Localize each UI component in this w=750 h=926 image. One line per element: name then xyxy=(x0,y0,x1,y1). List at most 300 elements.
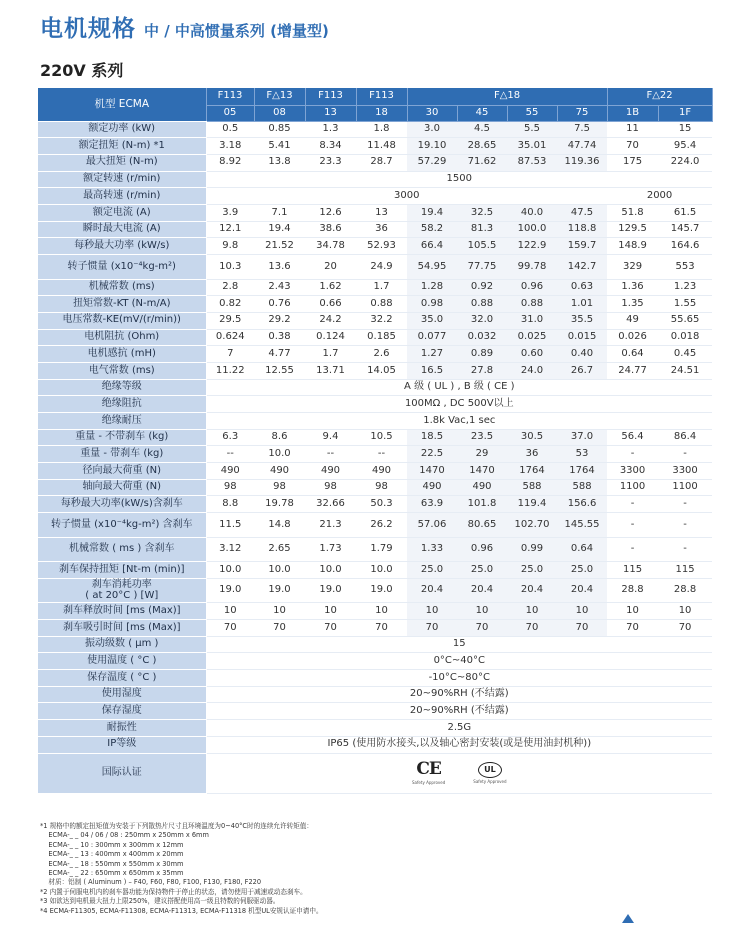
spec-value-cell: 10.5 xyxy=(356,429,407,446)
spec-value-cell: 70 xyxy=(356,620,407,637)
series-heading: 220V 系列 xyxy=(40,61,124,80)
spec-row-label: 瞬时最大电流 (A) xyxy=(38,221,206,238)
spec-value-cell: 18.5 xyxy=(407,429,457,446)
spec-value-cell: 32.5 xyxy=(457,204,507,221)
spec-value-cell: 40.0 xyxy=(507,204,557,221)
spec-value-cell: 1.36 xyxy=(607,279,658,296)
spec-value-cell: 86.4 xyxy=(658,429,712,446)
footnote-line: ECMA-_ _ 22 : 650mm x 650mm x 35mm xyxy=(40,869,184,878)
spec-value-cell: 0.026 xyxy=(607,329,658,346)
spec-value-cell: 47.74 xyxy=(557,138,607,155)
spec-row xyxy=(38,479,712,496)
certification-marks xyxy=(207,758,713,785)
spec-value-cell: 164.6 xyxy=(658,238,712,255)
spec-row xyxy=(38,171,712,188)
spec-value-cell: 7.5 xyxy=(557,121,607,138)
certification-label: 国际认证 xyxy=(38,753,206,793)
frame-header-cell: F113 xyxy=(356,88,407,105)
spec-value-cell: 11.5 xyxy=(206,513,254,538)
model-code-cell: 55 xyxy=(507,105,557,121)
spec-span-cell: 2000 xyxy=(607,188,712,205)
spec-value-cell: 0.032 xyxy=(457,329,507,346)
spec-value-cell: 553 xyxy=(658,255,712,280)
spec-row-label: 电压常数-KE(mV/(r/min)) xyxy=(38,312,206,329)
spec-span-cell: 1500 xyxy=(206,171,712,188)
spec-value-cell: 13.6 xyxy=(254,255,305,280)
spec-row-label: 绝缘等级 xyxy=(38,379,206,396)
spec-span-cell: -10°C~80°C xyxy=(206,670,712,687)
spec-row xyxy=(38,620,712,637)
spec-row-label: 轴向最大荷重 (N) xyxy=(38,479,206,496)
spec-value-cell: 38.6 xyxy=(305,221,356,238)
spec-value-cell: 25.0 xyxy=(557,562,607,579)
spec-value-cell: 0.40 xyxy=(557,346,607,363)
spec-row xyxy=(38,379,712,396)
spec-row xyxy=(38,204,712,221)
spec-value-cell: 32.0 xyxy=(457,312,507,329)
spec-value-cell: 0.124 xyxy=(305,329,356,346)
spec-value-cell: 5.5 xyxy=(507,121,557,138)
spec-value-cell: 1.62 xyxy=(305,279,356,296)
spec-value-cell: 1.79 xyxy=(356,537,407,562)
model-code-cell: 1B xyxy=(607,105,658,121)
spec-value-cell: 21.3 xyxy=(305,513,356,538)
spec-value-cell: 4.77 xyxy=(254,346,305,363)
spec-value-cell: 1470 xyxy=(407,463,457,480)
spec-value-cell: 0.38 xyxy=(254,329,305,346)
spec-value-cell: 15 xyxy=(658,121,712,138)
spec-value-cell: 98 xyxy=(305,479,356,496)
spec-value-cell: 19.0 xyxy=(305,578,356,603)
spec-value-cell: 19.10 xyxy=(407,138,457,155)
model-code-cell: 75 xyxy=(557,105,607,121)
spec-value-cell: 490 xyxy=(305,463,356,480)
spec-value-cell: 20.4 xyxy=(407,578,457,603)
spec-value-cell: 57.29 xyxy=(407,154,457,171)
spec-value-cell: 98 xyxy=(356,479,407,496)
spec-row xyxy=(38,653,712,670)
spec-row xyxy=(38,138,712,155)
spec-value-cell: 490 xyxy=(356,463,407,480)
spec-value-cell: 19.4 xyxy=(407,204,457,221)
spec-value-cell: 3.18 xyxy=(206,138,254,155)
spec-value-cell: 57.06 xyxy=(407,513,457,538)
spec-value-cell: 490 xyxy=(254,463,305,480)
spec-value-cell: 13.71 xyxy=(305,362,356,379)
spec-value-cell: 0.624 xyxy=(206,329,254,346)
spec-value-cell: 54.95 xyxy=(407,255,457,280)
spec-value-cell: 115 xyxy=(607,562,658,579)
spec-span-cell: 20~90%RH (不结露) xyxy=(206,686,712,703)
spec-span-cell: 15 xyxy=(206,636,712,653)
spec-value-cell: 35.5 xyxy=(557,312,607,329)
spec-row-label: 额定转速 (r/min) xyxy=(38,171,206,188)
spec-value-cell: 10 xyxy=(206,603,254,620)
spec-value-cell: 24.2 xyxy=(305,312,356,329)
frame-header-cell: F△22 xyxy=(607,88,712,105)
certification-row xyxy=(38,753,712,793)
spec-value-cell: 51.8 xyxy=(607,204,658,221)
spec-row xyxy=(38,537,712,562)
spec-value-cell: 70 xyxy=(305,620,356,637)
spec-value-cell: -- xyxy=(305,446,356,463)
spec-value-cell: 11.48 xyxy=(356,138,407,155)
frame-header-cell: F113 xyxy=(206,88,254,105)
spec-value-cell: 70 xyxy=(557,620,607,637)
spec-value-cell: 26.2 xyxy=(356,513,407,538)
spec-value-cell: 53 xyxy=(557,446,607,463)
spec-row xyxy=(38,188,712,205)
spec-value-cell: 29.5 xyxy=(206,312,254,329)
spec-value-cell: 13 xyxy=(356,204,407,221)
footnote-line: *3 如欲达到电机最大扭力上限250%，建议搭配使用高一级且特数的伺服驱动器。 xyxy=(40,897,280,906)
spec-value-cell: 25.0 xyxy=(407,562,457,579)
spec-value-cell: 101.8 xyxy=(457,496,507,513)
spec-value-cell: 145.55 xyxy=(557,513,607,538)
spec-row xyxy=(38,154,712,171)
spec-row-label: 刹车消耗功率 ( at 20°C ) [W] xyxy=(38,578,206,603)
spec-value-cell: 34.78 xyxy=(305,238,356,255)
spec-value-cell: 95.4 xyxy=(658,138,712,155)
spec-value-cell: 70 xyxy=(607,620,658,637)
spec-value-cell: 32.2 xyxy=(356,312,407,329)
frame-header-cell: F△18 xyxy=(407,88,607,105)
spec-value-cell: 3.12 xyxy=(206,537,254,562)
spec-row xyxy=(38,496,712,513)
page-title: 电机规格 xyxy=(40,16,136,42)
spec-value-cell: 0.64 xyxy=(607,346,658,363)
spec-value-cell: 37.0 xyxy=(557,429,607,446)
spec-value-cell: 10 xyxy=(658,603,712,620)
spec-value-cell: 1.35 xyxy=(607,296,658,313)
spec-row-label: 电气常数 (ms) xyxy=(38,362,206,379)
spec-value-cell: 19.78 xyxy=(254,496,305,513)
spec-value-cell: 490 xyxy=(457,479,507,496)
spec-span-cell: A 级 ( UL ) , B 级 ( CE ) xyxy=(206,379,712,396)
spec-value-cell: 1.23 xyxy=(658,279,712,296)
spec-value-cell: 588 xyxy=(557,479,607,496)
spec-value-cell: 30.5 xyxy=(507,429,557,446)
spec-value-cell: 35.0 xyxy=(407,312,457,329)
spec-value-cell: 1.7 xyxy=(356,279,407,296)
spec-value-cell: 20.4 xyxy=(457,578,507,603)
spec-row-label: 重量 - 不带刹车 (kg) xyxy=(38,429,206,446)
spec-value-cell: 28.7 xyxy=(356,154,407,171)
spec-value-cell: 1.7 xyxy=(305,346,356,363)
ce-mark xyxy=(412,758,446,785)
spec-value-cell: 1.8 xyxy=(356,121,407,138)
spec-value-cell: 26.7 xyxy=(557,362,607,379)
spec-row xyxy=(38,296,712,313)
spec-value-cell: 1764 xyxy=(507,463,557,480)
spec-value-cell: 1.55 xyxy=(658,296,712,313)
spec-value-cell: 19.0 xyxy=(254,578,305,603)
spec-value-cell: 2.43 xyxy=(254,279,305,296)
frame-header-cell: F△13 xyxy=(254,88,305,105)
ul-mark xyxy=(473,762,506,784)
spec-value-cell: 175 xyxy=(607,154,658,171)
spec-row xyxy=(38,121,712,138)
spec-value-cell: 0.015 xyxy=(557,329,607,346)
spec-value-cell: 70 xyxy=(607,138,658,155)
spec-value-cell: 29.2 xyxy=(254,312,305,329)
spec-value-cell: 5.41 xyxy=(254,138,305,155)
ce-mark-icon: CE xyxy=(416,758,441,779)
spec-span-cell: 1.8k Vac,1 sec xyxy=(206,413,712,430)
spec-table xyxy=(38,88,713,794)
spec-value-cell: -- xyxy=(206,446,254,463)
spec-row-label: 绝缘阻抗 xyxy=(38,396,206,413)
spec-row xyxy=(38,255,712,280)
spec-value-cell: 0.018 xyxy=(658,329,712,346)
spec-value-cell: 3300 xyxy=(658,463,712,480)
spec-value-cell: 14.8 xyxy=(254,513,305,538)
spec-value-cell: 77.75 xyxy=(457,255,507,280)
spec-value-cell: 1764 xyxy=(557,463,607,480)
model-code-cell: 08 xyxy=(254,105,305,121)
spec-value-cell: 24.51 xyxy=(658,362,712,379)
spec-value-cell: 11.22 xyxy=(206,362,254,379)
spec-value-cell: 3300 xyxy=(607,463,658,480)
spec-value-cell: 61.5 xyxy=(658,204,712,221)
spec-value-cell: 47.5 xyxy=(557,204,607,221)
spec-value-cell: 56.4 xyxy=(607,429,658,446)
spec-value-cell: 2.65 xyxy=(254,537,305,562)
model-code-cell: 18 xyxy=(356,105,407,121)
spec-value-cell: 12.55 xyxy=(254,362,305,379)
spec-value-cell: 80.65 xyxy=(457,513,507,538)
spec-value-cell: 35.01 xyxy=(507,138,557,155)
spec-value-cell: 10 xyxy=(356,603,407,620)
spec-value-cell: 0.88 xyxy=(356,296,407,313)
spec-row-label: 最高转速 (r/min) xyxy=(38,188,206,205)
spec-row-label: 径向最大荷重 (N) xyxy=(38,463,206,480)
spec-value-cell: 0.5 xyxy=(206,121,254,138)
spec-value-cell: 1.01 xyxy=(557,296,607,313)
spec-value-cell: 8.92 xyxy=(206,154,254,171)
spec-value-cell: 10 xyxy=(407,603,457,620)
spec-value-cell: 31.0 xyxy=(507,312,557,329)
spec-value-cell: 1100 xyxy=(607,479,658,496)
spec-value-cell: 119.4 xyxy=(507,496,557,513)
footnotes xyxy=(40,822,700,916)
spec-value-cell: 0.185 xyxy=(356,329,407,346)
spec-row xyxy=(38,238,712,255)
spec-value-cell: 7 xyxy=(206,346,254,363)
header-row-frames xyxy=(38,88,712,105)
spec-row xyxy=(38,736,712,753)
spec-value-cell: 58.2 xyxy=(407,221,457,238)
spec-row-label: 振动级数 ( μm ) xyxy=(38,636,206,653)
spec-value-cell: 24.77 xyxy=(607,362,658,379)
spec-value-cell: 1.3 xyxy=(305,121,356,138)
spec-value-cell: 14.05 xyxy=(356,362,407,379)
spec-value-cell: 12.1 xyxy=(206,221,254,238)
spec-value-cell: 3.9 xyxy=(206,204,254,221)
spec-value-cell: 3.0 xyxy=(407,121,457,138)
spec-value-cell: 2.8 xyxy=(206,279,254,296)
spec-row-label: 转子惯量 (x10⁻⁴kg-m²) 含刹车 xyxy=(38,513,206,538)
spec-value-cell: 10 xyxy=(254,603,305,620)
spec-value-cell: 156.6 xyxy=(557,496,607,513)
spec-row xyxy=(38,603,712,620)
spec-value-cell: 2.6 xyxy=(356,346,407,363)
spec-value-cell: 70 xyxy=(457,620,507,637)
page-marker-triangle-icon xyxy=(622,914,634,923)
spec-value-cell: 81.3 xyxy=(457,221,507,238)
spec-value-cell: 23.3 xyxy=(305,154,356,171)
spec-value-cell: 490 xyxy=(206,463,254,480)
spec-row xyxy=(38,686,712,703)
spec-row-label: 转子惯量 (x10⁻⁴kg-m²) xyxy=(38,255,206,280)
spec-row xyxy=(38,396,712,413)
spec-row-label: 最大扭矩 (N-m) xyxy=(38,154,206,171)
spec-value-cell: 0.63 xyxy=(557,279,607,296)
spec-value-cell: 0.96 xyxy=(457,537,507,562)
spec-row xyxy=(38,221,712,238)
spec-value-cell: 23.5 xyxy=(457,429,507,446)
spec-value-cell: 66.4 xyxy=(407,238,457,255)
spec-value-cell: 16.5 xyxy=(407,362,457,379)
spec-value-cell: 10 xyxy=(305,603,356,620)
spec-value-cell: 7.1 xyxy=(254,204,305,221)
spec-value-cell: 10 xyxy=(607,603,658,620)
spec-value-cell: 129.5 xyxy=(607,221,658,238)
spec-row-label: 机械常数 ( ms ) 含刹车 xyxy=(38,537,206,562)
spec-value-cell: 63.9 xyxy=(407,496,457,513)
spec-value-cell: 19.0 xyxy=(356,578,407,603)
certification-marks-cell xyxy=(206,753,712,793)
spec-row-label: 电机感抗 (mH) xyxy=(38,346,206,363)
spec-row-label: 电机阻抗 (Ohm) xyxy=(38,329,206,346)
footnote-line: ECMA-_ _ 13 : 400mm x 400mm x 20mm xyxy=(40,850,184,859)
spec-value-cell: 52.93 xyxy=(356,238,407,255)
spec-value-cell: 70 xyxy=(206,620,254,637)
model-code-cell: 30 xyxy=(407,105,457,121)
spec-span-cell: 20~90%RH (不结露) xyxy=(206,703,712,720)
spec-row xyxy=(38,463,712,480)
spec-value-cell: 9.4 xyxy=(305,429,356,446)
spec-value-cell: 19.4 xyxy=(254,221,305,238)
spec-value-cell: 148.9 xyxy=(607,238,658,255)
spec-span-cell: 100MΩ , DC 500V以上 xyxy=(206,396,712,413)
spec-value-cell: 0.96 xyxy=(507,279,557,296)
spec-value-cell: 1100 xyxy=(658,479,712,496)
spec-value-cell: 70 xyxy=(407,620,457,637)
spec-value-cell: 25.0 xyxy=(457,562,507,579)
page-subtitle: 中 / 中高惯量系列 (增量型) xyxy=(144,22,329,40)
spec-row xyxy=(38,636,712,653)
spec-value-cell: 329 xyxy=(607,255,658,280)
spec-row xyxy=(38,446,712,463)
model-code-cell: 1F xyxy=(658,105,712,121)
spec-value-cell: 0.60 xyxy=(507,346,557,363)
model-code-cell: 45 xyxy=(457,105,507,121)
spec-value-cell: 21.52 xyxy=(254,238,305,255)
footnote-line: *2 内置于伺服电机内的刹车器功能为保持物件于停止的状态，请勿使用于减速或动态刹车。 xyxy=(40,887,307,896)
model-code-cell: 05 xyxy=(206,105,254,121)
spec-value-cell: 50.3 xyxy=(356,496,407,513)
spec-value-cell: 49 xyxy=(607,312,658,329)
spec-value-cell: 0.89 xyxy=(457,346,507,363)
spec-value-cell: 0.92 xyxy=(457,279,507,296)
spec-value-cell: 105.5 xyxy=(457,238,507,255)
spec-span-cell: 2.5G xyxy=(206,720,712,737)
spec-row-label: 每秒最大功率 (kW/s) xyxy=(38,238,206,255)
spec-span-cell: 0°C~40°C xyxy=(206,653,712,670)
spec-value-cell: 29 xyxy=(457,446,507,463)
spec-value-cell: - xyxy=(607,513,658,538)
spec-row-label: 刹车释放时间 [ms (Max)] xyxy=(38,603,206,620)
spec-value-cell: 0.66 xyxy=(305,296,356,313)
spec-value-cell: - xyxy=(658,446,712,463)
spec-row xyxy=(38,703,712,720)
spec-value-cell: 159.7 xyxy=(557,238,607,255)
spec-row xyxy=(38,329,712,346)
spec-value-cell: 36 xyxy=(356,221,407,238)
spec-row-label: 耐振性 xyxy=(38,720,206,737)
spec-value-cell: 8.8 xyxy=(206,496,254,513)
spec-row xyxy=(38,413,712,430)
spec-value-cell: 0.64 xyxy=(557,537,607,562)
ce-mark-caption: Safety Approved xyxy=(412,779,446,785)
spec-value-cell: 10.0 xyxy=(254,562,305,579)
spec-value-cell: - xyxy=(658,537,712,562)
spec-value-cell: 70 xyxy=(507,620,557,637)
ul-mark-caption: Safety Approved xyxy=(473,778,507,784)
spec-row-label: 重量 - 带刹车 (kg) xyxy=(38,446,206,463)
spec-value-cell: 19.0 xyxy=(206,578,254,603)
spec-row xyxy=(38,513,712,538)
spec-span-cell: IP65 (使用防水接头,以及轴心密封安装(或是使用油封机种)) xyxy=(206,736,712,753)
spec-row-label: 保存湿度 xyxy=(38,703,206,720)
spec-value-cell: 98 xyxy=(206,479,254,496)
spec-value-cell: 25.0 xyxy=(507,562,557,579)
spec-row-label: 每秒最大功率(kW/s)含刹车 xyxy=(38,496,206,513)
spec-row-label: 机械常数 (ms) xyxy=(38,279,206,296)
footnote-line: *4 ECMA-F11305, ECMA-F11308, ECMA-F11313, ECMA-F11318 机型UL安规认证申请中。 xyxy=(40,906,323,915)
spec-value-cell: 102.70 xyxy=(507,513,557,538)
spec-value-cell: 13.8 xyxy=(254,154,305,171)
spec-value-cell: 55.65 xyxy=(658,312,712,329)
spec-value-cell: 1.33 xyxy=(407,537,457,562)
spec-value-cell: 10 xyxy=(507,603,557,620)
spec-row xyxy=(38,578,712,603)
spec-row-label: 额定电流 (A) xyxy=(38,204,206,221)
footnote-line: 材质：铝制 ( Aluminum ) – F40, F60, F80, F100, F130, F180, F220 xyxy=(40,878,262,887)
spec-value-cell: 122.9 xyxy=(507,238,557,255)
spec-value-cell: 22.5 xyxy=(407,446,457,463)
model-label-cell: 机型 ECMA xyxy=(38,88,206,121)
spec-value-cell: 36 xyxy=(507,446,557,463)
footnote-line: ECMA-_ _ 10 : 300mm x 300mm x 12mm xyxy=(40,840,184,849)
frame-header-cell: F113 xyxy=(305,88,356,105)
spec-value-cell: 10 xyxy=(457,603,507,620)
spec-row xyxy=(38,362,712,379)
spec-value-cell: 87.53 xyxy=(507,154,557,171)
spec-value-cell: 9.8 xyxy=(206,238,254,255)
spec-value-cell: 0.88 xyxy=(457,296,507,313)
spec-value-cell: 20.4 xyxy=(507,578,557,603)
spec-value-cell: 28.8 xyxy=(658,578,712,603)
spec-value-cell: 0.98 xyxy=(407,296,457,313)
ul-mark-icon: UL xyxy=(478,762,502,778)
spec-value-cell: 11 xyxy=(607,121,658,138)
spec-value-cell: 0.88 xyxy=(507,296,557,313)
page-title-block xyxy=(40,10,329,40)
spec-value-cell: 20.4 xyxy=(557,578,607,603)
spec-value-cell: 0.025 xyxy=(507,329,557,346)
